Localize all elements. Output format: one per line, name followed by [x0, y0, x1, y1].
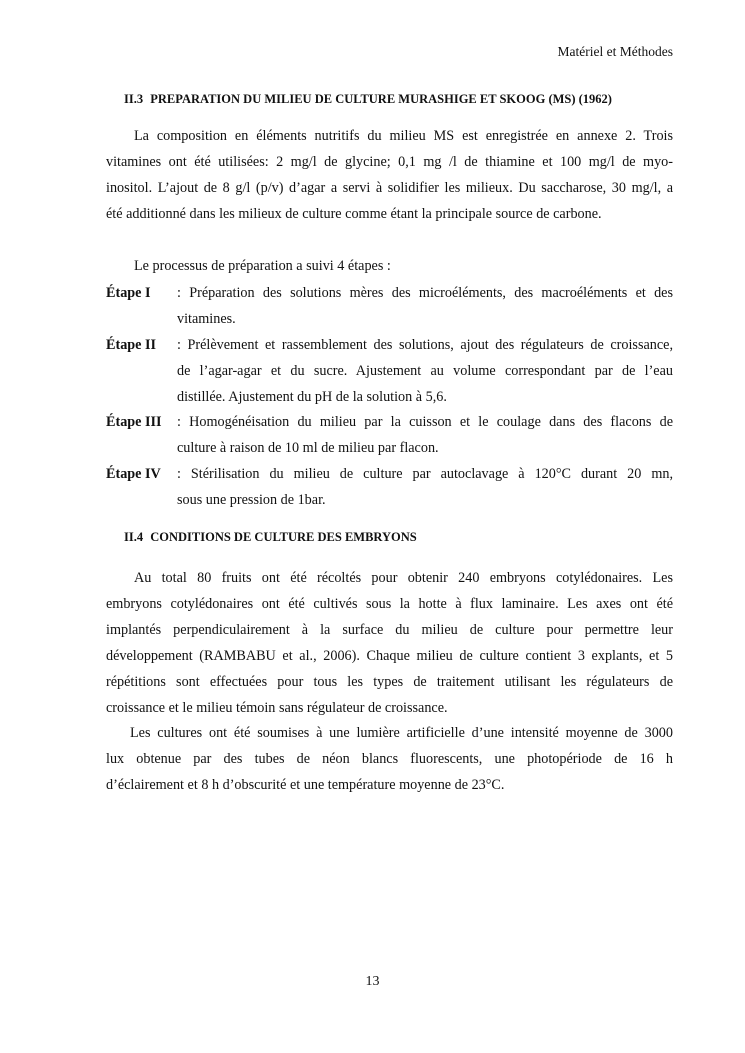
section-heading-ii3 [124, 92, 612, 107]
page-number: 13 [365, 974, 380, 989]
step-item [106, 280, 673, 332]
step-line: vitamines. [177, 311, 236, 327]
paragraph-line: développement (RAMBABU et al., 2006). Chaque milieu de culture contient 3 explants, et 5 [106, 648, 673, 664]
section-title: CONDITIONS DE CULTURE DES EMBRYONS [150, 530, 417, 544]
step-line: sous une pression de 1bar. [177, 492, 326, 508]
paragraph-line: La composition en éléments nutritifs du milieu MS est enregistrée en annexe 2. Trois [134, 128, 673, 144]
step-line: : Stérilisation du milieu de culture par autoclavage à 120°C durant 20 mn, [177, 466, 673, 482]
step-line: de l’agar-agar et du sucre. Ajustement au volume correspondant par de l’eau [177, 363, 673, 379]
paragraph-line: implantés perpendiculairement à la surface du milieu de culture pour permettre leur [106, 622, 673, 638]
paragraph-steps-intro [106, 253, 673, 279]
step-line: : Prélèvement et rassemblement des solutions, ajout des régulateurs de croissance, [177, 337, 673, 353]
paragraph-line: Le processus de préparation a suivi 4 étapes : [134, 258, 391, 274]
paragraph-line: été additionné dans les milieux de culture comme étant la principale source de carbone. [106, 206, 602, 222]
step-label: Étape I [106, 285, 151, 301]
step-item [106, 409, 673, 461]
paragraph-line: d’éclairement et 8 h d’obscurité et une température moyenne de 23°C. [106, 777, 505, 793]
paragraph-light-conditions [106, 720, 673, 798]
paragraph-ms-composition [106, 123, 673, 227]
step-label: Étape II [106, 337, 157, 353]
step-line: : Homogénéisation du milieu par la cuisson et le coulage dans des flacons de [177, 414, 673, 430]
section-heading-ii4 [124, 530, 417, 545]
section-number: II.3 [124, 92, 144, 106]
step-line: : Préparation des solutions mères des microéléments, des macroéléments et des [177, 285, 673, 301]
step-item [106, 332, 673, 410]
paragraph-line: répétitions sont effectuées pour tous les types de traitement utilisant les régulateurs de [106, 674, 673, 690]
step-label: Étape III [106, 414, 162, 430]
section-title: PREPARATION DU MILIEU DE CULTURE MURASHIGE ET SKOOG (MS) (1962) [150, 92, 612, 106]
paragraph-line: embryons cotylédonaires ont été cultivés sous la hotte à flux laminaire. Les axes ont été [106, 596, 673, 612]
running-header: Matériel et Méthodes [557, 44, 673, 59]
paragraph-line: vitamines ont été utilisées: 2 mg/l de glycine; 0,1 mg /l de thiamine et 100 mg/l de myo- [106, 154, 673, 170]
step-line: culture à raison de 10 ml de milieu par flacon. [177, 440, 439, 456]
paragraph-embryo-culture [106, 565, 673, 721]
step-line: distillée. Ajustement du pH de la solution à 5,6. [177, 389, 447, 405]
paragraph-line: inositol. L’ajout de 8 g/l (p/v) d’agar a servi à solidifier les milieux. Du saccharose, 30 mg/l, a [106, 180, 673, 196]
paragraph-line: Les cultures ont été soumises à une lumière artificielle d’une intensité moyenne de 3000 [130, 725, 673, 741]
paragraph-line: croissance et le milieu témoin sans régulateur de croissance. [106, 700, 448, 716]
paragraph-line: Au total 80 fruits ont été récoltés pour obtenir 240 embryons cotylédonaires. Les [134, 570, 673, 586]
section-number: II.4 [124, 530, 144, 544]
step-item [106, 461, 673, 513]
step-label: Étape IV [106, 466, 161, 482]
paragraph-line: lux obtenue par des tubes de néon blancs fluorescents, une photopériode de 16 h [106, 751, 673, 767]
